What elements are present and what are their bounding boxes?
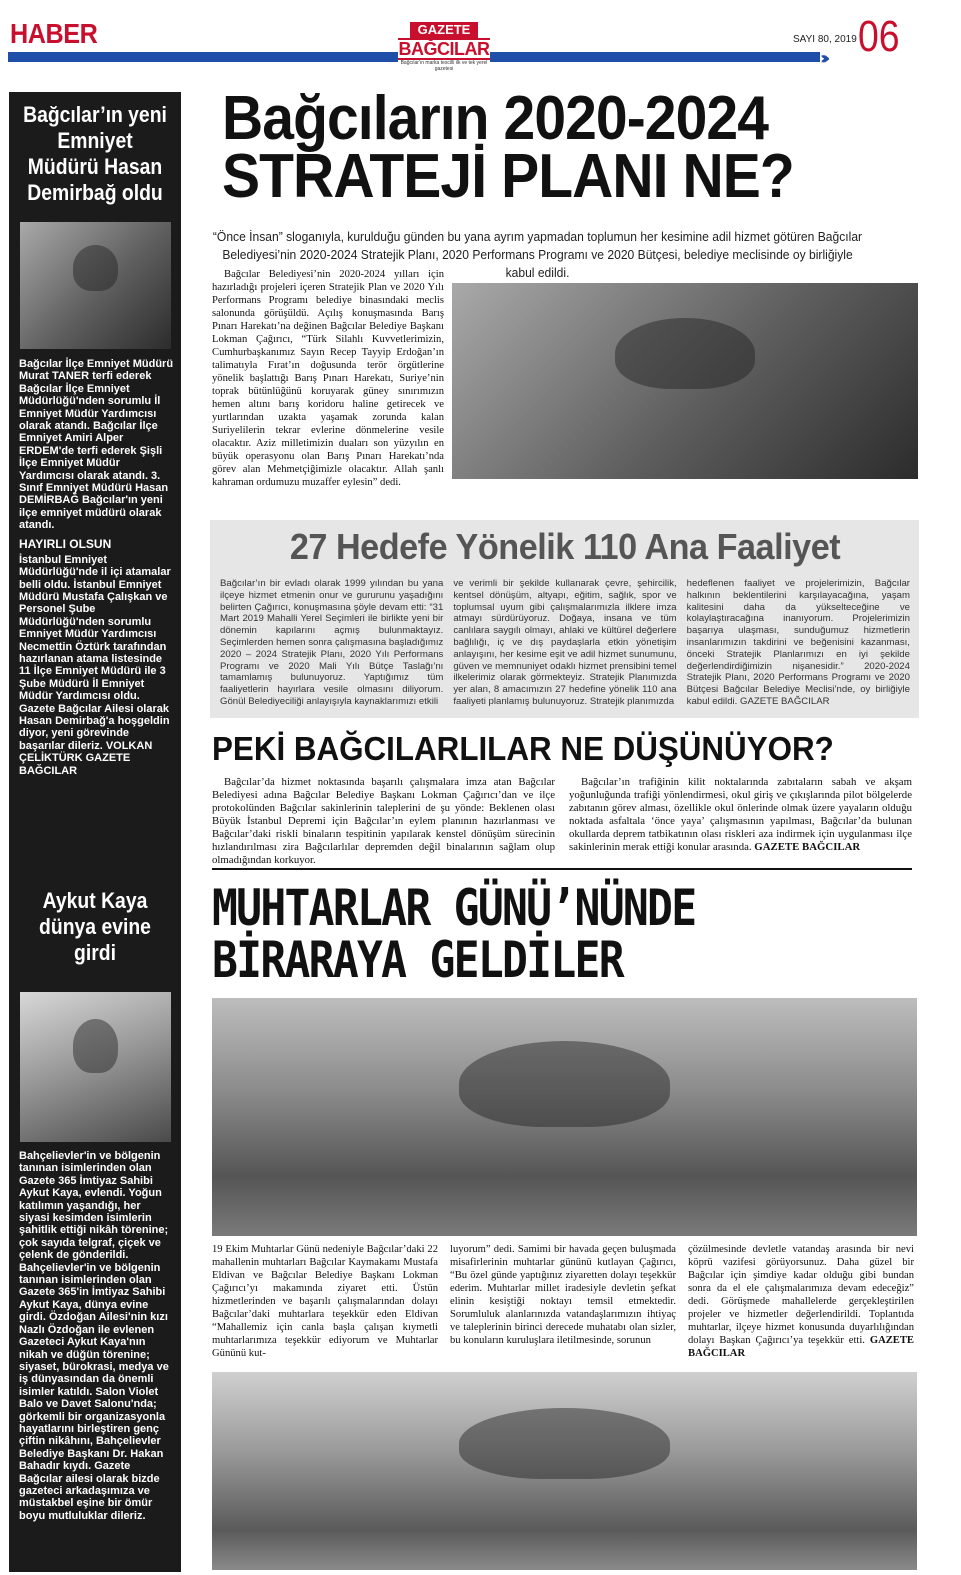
muhtarlar-columns xyxy=(212,1243,914,1360)
sidebar-story2-title: Aykut Kaya dünya evine girdi xyxy=(39,888,151,965)
headline-line1: Bağcıların 2020-2024 xyxy=(222,84,769,153)
muhtarlar-signature: GAZETE BAĞCILAR xyxy=(688,1335,914,1359)
muhtarlar-group-photo-2 xyxy=(212,1372,917,1570)
muhtarlar-line1: MUHTARLAR GÜNÜ’NÜNDE xyxy=(212,879,696,937)
police-chief-photo xyxy=(20,222,171,349)
sidebar-story1-title: Bağcılar’ın yeni Emniyet Müdürü Hasan Demirbağ oldu xyxy=(23,102,167,205)
page-header xyxy=(0,0,961,86)
logo-top: GAZETE xyxy=(410,22,478,38)
section-label: HABER xyxy=(10,18,98,49)
peki-signature: GAZETE BAĞCILAR xyxy=(754,841,861,853)
main-body xyxy=(212,268,444,489)
story1-paragraph2: İstanbul Emniyet Müdürlüğü'nde il içi atamalar belli oldu. İstanbul Emniyet Müdürü Mustafa Çalışkan ve Personel Şube Müdürlüğü'nden sorumlu Emniyet Müdür Yardımcısı Necmettin Öztürk tarafından hazırlanan atama listesinde 11 İlçe Emniyet Müdürü ile 3 Şube Müdürü İl Emniyet Müdür Yardımcısı oldu. Gazete Bağcılar Ailesi olarak Hasan Demirbağ'a hoşgeldin diyor, yeni görevinde başarılar dileriz. VOLKAN ÇELİKTÜRK GAZETE BAĞCILAR xyxy=(19,553,171,777)
muhtarlar-col3-text: çözülmesinde devletle vatandaş arasında bir nevi köprü vazifesi görüyorsunuz. Daha güzel bir Bağcılar için şimdiye kadar olduğu gibi bundan sonra da el ele çalışmalarımıza devam edeceğiz” dedi. Görüşmede mahallelerde gerçekleştirilen projeler ve hizmetler değerlendirildi. Toplantıda muhtarlar, ilçeye hizmet konusunda duyarlılığından dolayı Başkan Çağırıcı’ya teşekkür etti. xyxy=(688,1244,914,1346)
logo-main: BAĞCILAR xyxy=(398,39,490,59)
newspaper-logo xyxy=(398,22,490,72)
chevron-right-icon: ››› xyxy=(820,48,825,69)
wedding-photo xyxy=(20,992,171,1142)
page-number: 06 xyxy=(858,12,900,61)
activities-title: 27 Hedefe Yönelik 110 Ana Faaliyet xyxy=(289,526,841,567)
activities-col1: Bağcılar’ın bir evladı olarak 1999 yılından bu yana ilçeye hizmet etmenin onur ve gururunu yaşadığını belirten Çağırıcı, konuşmasına şöyle devam etti: “31 Mart 2019 Mahalli Yerel Seçimleri ile birlikte yeni bir dönemin kapılarını açmış bulunmaktayız. Seçimlerden hemen sonra çalışmasına başladığımız 2020 – 2024 Stratejik Planı, 2020 Yılı Performans Programı ve 2020 Mali Yılı Bütçe Taslağı’nı tamamlamış bulunuyoruz. Yaptığımız tüm faaliyetlerin hayırlara vesile olmasını diliyorum. Gönül Belediyeciliği anlayışıyla kaynaklarımızı etkili xyxy=(220,578,444,707)
muhtarlar-col2: luyorum” dedi. Samimi bir havada geçen buluşmada misafirlerinin muhtarlar gününü kutlayan Çağırıcı, “Bu özel günde yaptığınız ziyaretten dolayı teşekkür ederim. Muhtarlar millet iradesiyle devletin şefkat elinin kesiştiği noktayı temsil etmektedir. Sorumluluk alanlarınızda vatandaşlarımızın ihtiyaç ve taleplerinin birinci derecede muhatabı olan sizler, bu konuların kuruluşlara iletilmesinde, sorunun xyxy=(450,1244,676,1346)
headline-line2: STRATEJİ PLANI NE? xyxy=(222,142,794,211)
peki-headline: PEKİ BAĞCILARLILAR NE DÜŞÜNÜYOR? xyxy=(212,730,834,767)
issue-number: SAYI 80, 2019 xyxy=(793,34,857,45)
muhtarlar-headline xyxy=(212,879,831,989)
sidebar xyxy=(9,92,181,1572)
logo-tagline: Bağcılar'ın marka tescilli ilk ve tek yerel gazetesi xyxy=(400,60,488,72)
peki-col2 xyxy=(569,776,912,867)
lead-paragraph: “Önce İnsan” sloganıyla, kurulduğu günden bu yana ayrım yapmadan toplumun her kesimine adil hizmet götüren Bağcılar Belediyesi’nin 2020-2024 Stratejik Planı, 2020 Performans Programı ve 2020 Bütçesi, belediye meclisinde oy birliğiyle kabul edildi. xyxy=(212,229,863,280)
muhtarlar-line2: BİRARAYA GELDİLER xyxy=(212,931,623,989)
muhtarlar-col3 xyxy=(688,1243,914,1360)
section-divider xyxy=(212,868,912,870)
story1-paragraph: Bağcılar İlçe Emniyet Müdürü Murat TANER terfi ederek Bağcılar İlçe Emniyet Müdürlüğü'nden sorumlu İl Emniyet Müdür Yardımcısı olarak atandı. Bağcılar İlçe Emniyet Amiri Alper ERDEM'de terfi ederek Şişli İlçe Emniyet Müdür Yardımcısı olarak atandı. 3. Sınıf Emniyet Müdürü Hasan DEMİRBAĞ Bağcılar'ın yeni ilçe emniyet müdürü olarak atandı. xyxy=(19,358,174,532)
sidebar-story1-text xyxy=(19,358,174,777)
sidebar-story2-text: Bahçelievler'in ve bölgenin tanınan isimlerinden olan Gazete 365 İmtiyaz Sahibi Aykut Kaya, evlendi. Yoğun katılımın yaşandığı, her siyasi kesimden isimlerin şahitlik ettiği nikâh törenine; çok sayıda telgraf, çiçek ve çelenk de gönderildi. Bahçelievler'in ve bölgenin tanınan isimlerinden olan Gazete 365'in İmtiyaz Sahibi Aykut Kaya, dünya evine girdi. Özdoğan Ailesi'nin kızı Nazlı Özdoğan ile evlenen Gazeteci Aykut Kaya'nın nikah ve düğün törenine; siyaset, bürokrasi, medya ve iş dünyasından da önemli isimler katıldı. Salon Violet Balo ve Davet Salonu'nda; görkemli bir organizasyonla hayatlarını birleştiren genç çiftin nikâhını, Bahçelievler Belediye Başkanı Dr. Hakan Bahadır kıydı. Gazete Bağcılar ailesi olarak bizde gazeteci arkadaşımıza ve müstakbel eşine bir ömür boyu mutluluklar dileriz. xyxy=(19,1150,169,1522)
activities-col3: hedeflenen faaliyet ve projelerimizin, Bağcılar halkının beklentilerini karşılayacağına, yaşam kalitesini daha da yükselteceğine ve kolaylaştıracağına inanıyorum. Projelerimizin başarıya ulaşması, sunduğumuz hizmetlerin insanlarımızın takdirini ve beğenisini kazanması, önceki Stratejik Planlarımızı en iyi şekilde değerlendirdiğimizin nişanesidir.” 2020-2024 Stratejik Planı, 2020 Performans Programı ve 2020 Bütçesi Bağcılar Belediye Meclisi’nde, oy birliğiyle kabul edildi. GAZETE BAĞCILAR xyxy=(686,578,910,707)
main-headline xyxy=(222,84,866,211)
main-body-text: Bağcılar Belediyesi’nin 2020-2024 yılları için hazırladığı projeleri içeren Stratejik Plan ve 2020 Yılı Performans Programı belediye binasındaki meclis salonunda görüşüldü. Açılış konuşmasında Barış Pınarı Harekatı’na değinen Bağcılar Belediye Başkanı Lokman Çağırıcı, “Türk Silahlı Kuvvetlerimizin, Cumhurbaşkanımız Sayın Recep Tayyip Erdoğan’ın talimatıyla Fırat’ın doğusunda terör örgütlerine yönelik başlattığı Barış Pınarı Harekatı, Suriye’nin toprak bütünlüğünü koruyarak güney sınırımızın hemen altını barış koridoru haline getirecek ve yurtlarından uzakta yaşamak zorunda kalan Suriyelilerin tekrar evlerine dönmelerine vesile olacaktır. Aziz milletimizin duaları son yüzyılın en büyük operasyonu olan Barış Pınarı Harekatı’nda görev alan Mehmetçiğimizle olacaktır. Allah şanlı kahraman ordumuzu muzaffer eylesin” dedi. xyxy=(212,269,444,488)
activities-columns xyxy=(220,578,910,708)
peki-columns xyxy=(212,776,912,867)
peki-col1: Bağcılar’da hizmet noktasında başarılı çalışmalara imza atan Bağcılar Belediyesi adına Bağcılar Belediye Başkanı Lokman Çağırıcı’dan ve ilçe protokolünden Bağcılar sakinlerinin taleplerini de şu yönde: Beklenen olası Büyük İstanbul Depremi için Bağcılar’ın eylem planının hazırlanması ve Bağcılar’daki riskli binaların tespitinin yapılarak kenstel dönüşüm sürecinin hızlandırılması zira Bağcılarlılar depremden değil binalarının sağlam olup olmadığından korkuyor. xyxy=(212,776,555,866)
peki-col2-text: Bağcılar’ın trafiğinin kilit noktalarında zabıtaların sabah ve akşam yoğunluğunda trafiği yönlendirmesi, okul giriş ve çıkışlarında pilot bölgelerde zabıtanın görev alması, özellikle okul önlerinde olmak üzere yayaların olduğu noktada asfaltala ‘önce yaya’ çalışmasının yapılması, Bağcılar’da bulunan okullarda deprem tatbikatının olası riskleri aza indirmek için uygulanması ilçe sakinlerinin merak ettiği konular arasında. xyxy=(569,776,912,853)
muhtarlar-col1: 19 Ekim Muhtarlar Günü nedeniyle Bağcılar’daki 22 mahallenin muhtarları Bağcılar Kaymakamı Mustafa Eldivan ve Bağcılar Belediye Başkanı Lokman Çağırıcı’yı makamında ziyaret etti. Üstün hizmetlerinden ve başarılı çalışmalarından dolayı Bağcılar’daki muhtarlara teşekkür eden Eldivan “Mahallemiz için canla başla çalışan kıymetli muhtarlarımıza teşekkür ediyorum ve Muhtarlar Gününü kut- xyxy=(212,1244,438,1359)
muhtarlar-group-photo xyxy=(212,998,917,1236)
activities-box xyxy=(210,520,919,718)
story1-subheading: HAYIRLI OLSUN xyxy=(19,536,112,551)
activities-col2: ve verimli bir şekilde kullanarak çevre, şehircilik, kentsel dönüşüm, altyapı, eğitim, sağlık, spor ve toplumsal uyum gibi çalışmalarımızla ilklere imza atmayı sürdürüyoruz. Doğaya, insana ve tüm canlılara saygılı olmayı, ahlaki ve kültürel değerlere bağlılığı, iç ve dış paydaşlarla etkin yönetişim anlayışını, her kesime eşit ve adil hizmet sunumunu, güven ve memnuniyet odaklı hizmet prensibini temel ilkelerimiz olarak görmekteyiz. Stratejik Planımızda yer alan, 8 amacımızın 27 hedefine yönelik 110 ana faaliyeti planlamış bulunuyoruz. Stratejik planımızda xyxy=(453,578,677,707)
council-meeting-photo xyxy=(452,283,918,479)
